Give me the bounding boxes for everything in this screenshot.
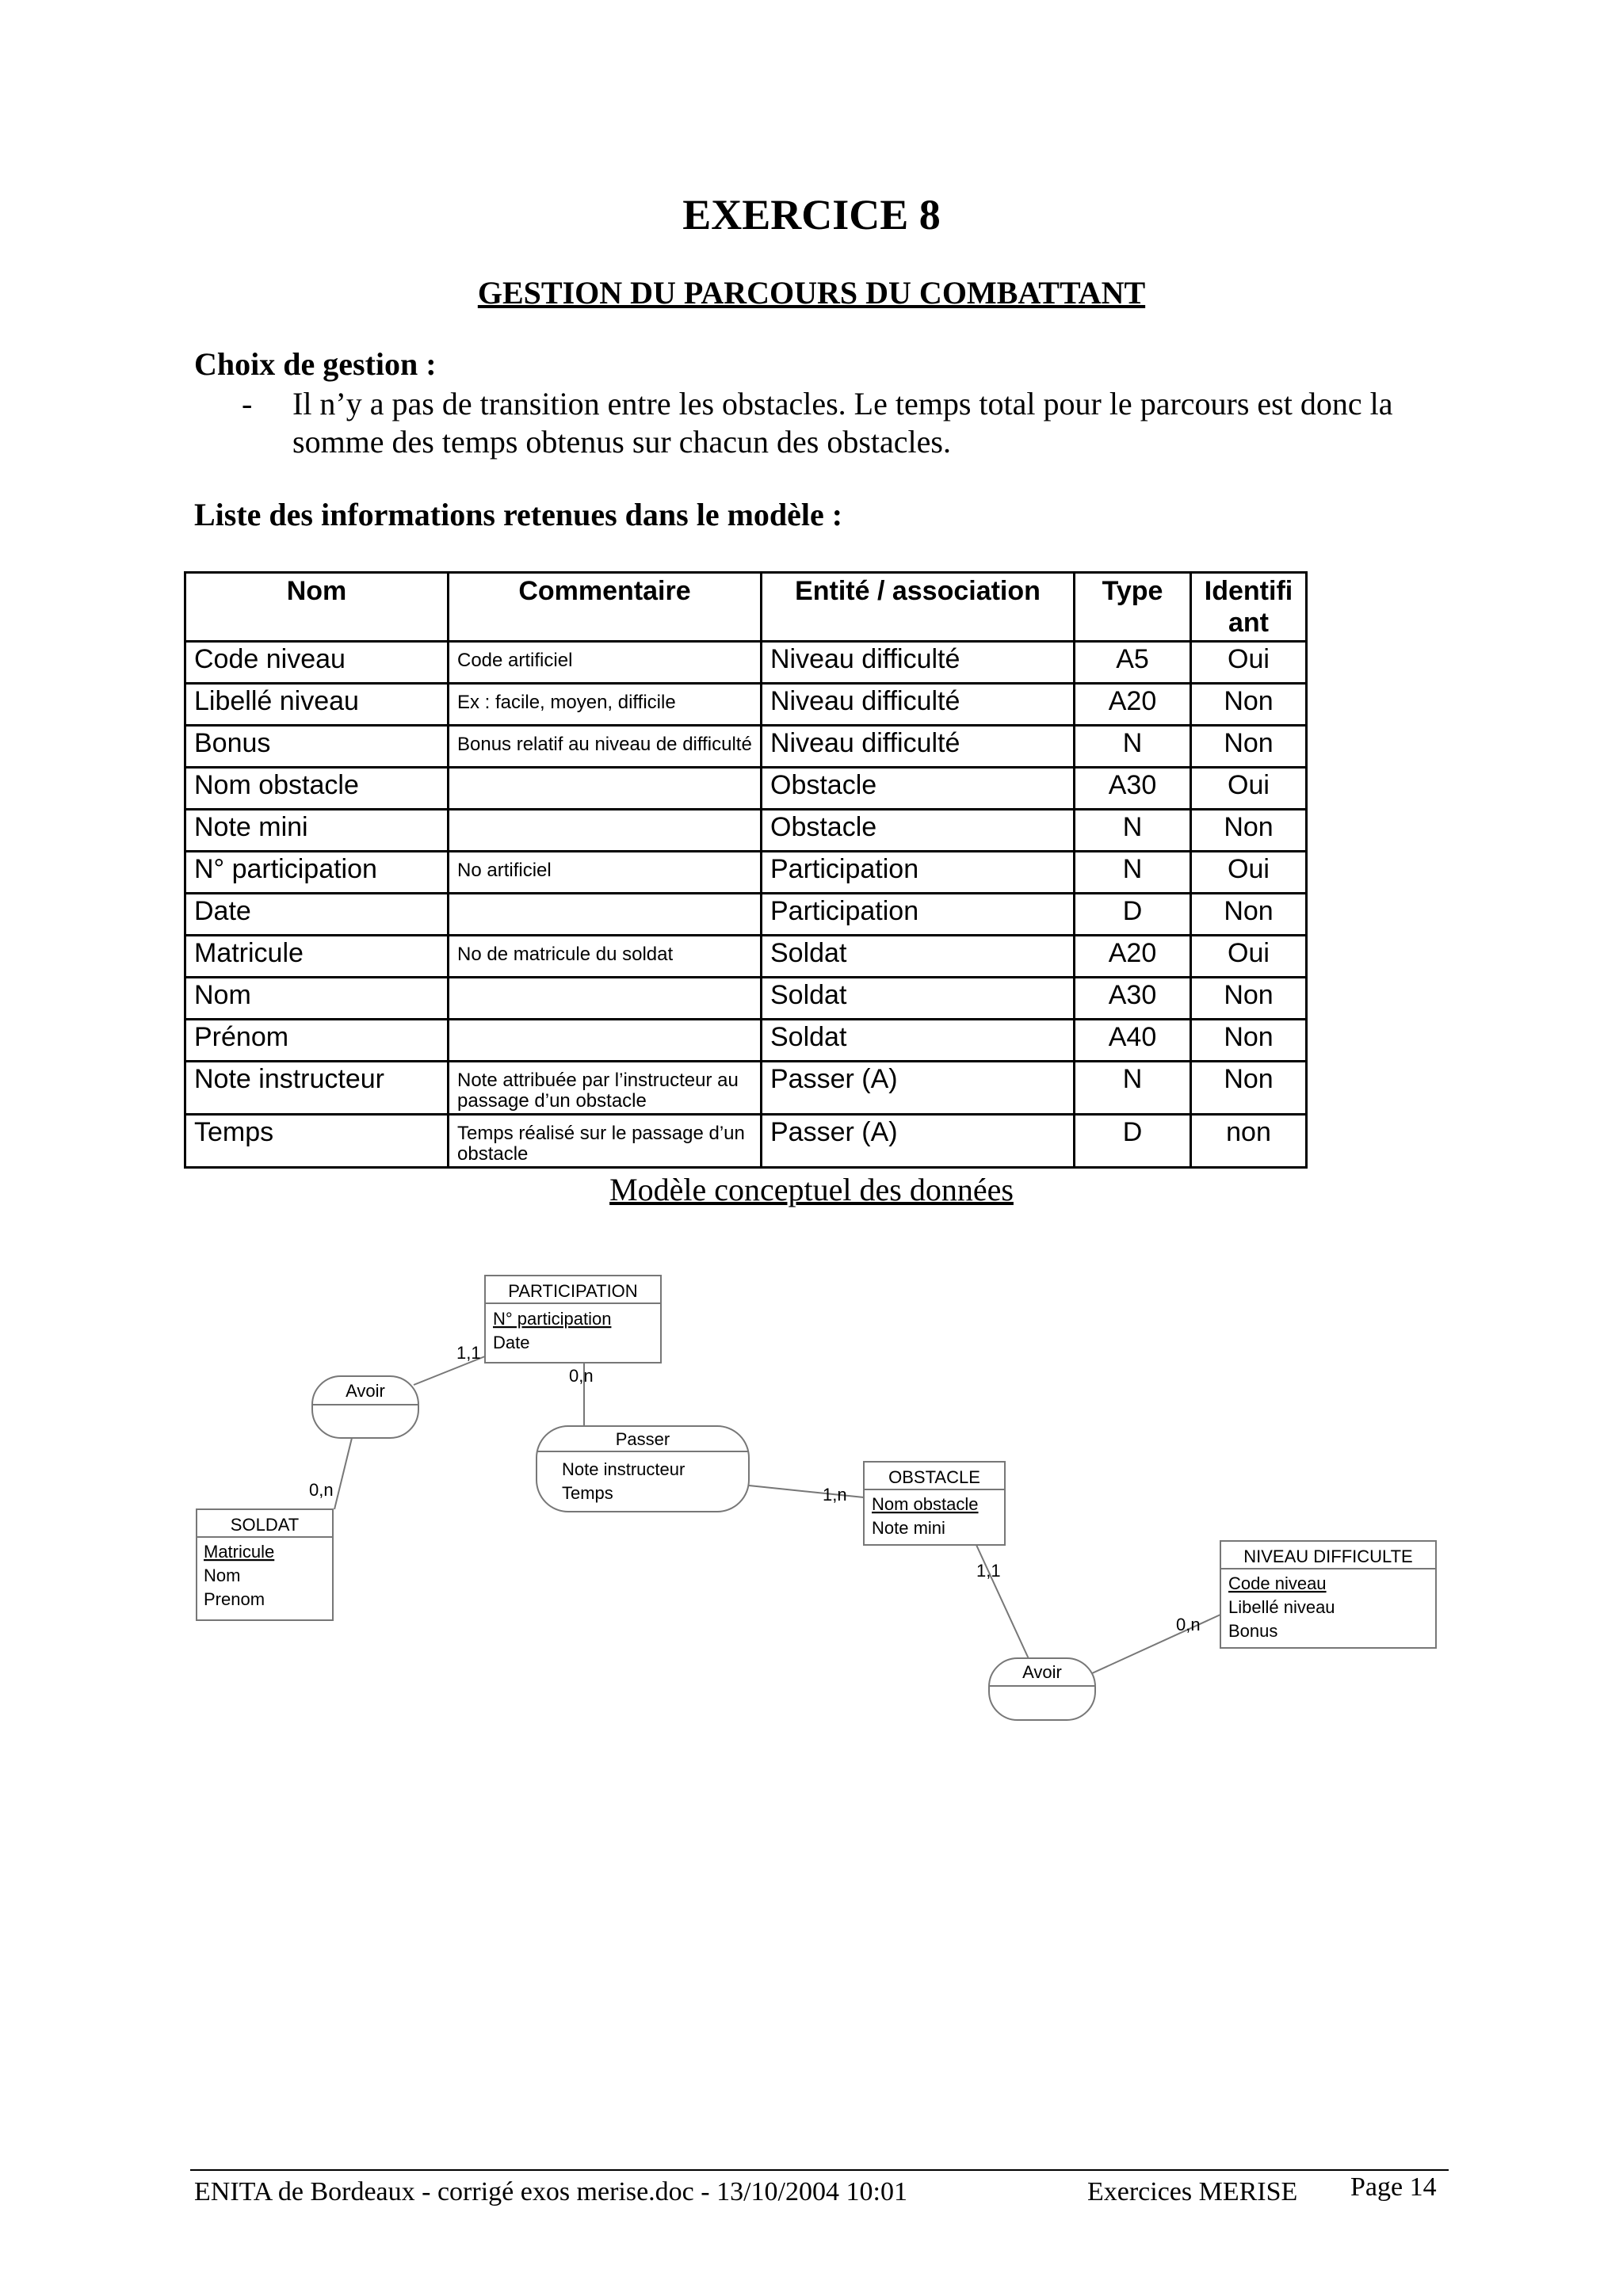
entity-soldat	[197, 1509, 333, 1620]
cell-nom: Libellé niveau	[185, 684, 449, 726]
cell-nom: Code niveau	[185, 642, 449, 684]
cell-nom: Prénom	[185, 1020, 449, 1062]
cell-nom: Nom	[185, 978, 449, 1020]
cell-type: A20	[1075, 684, 1191, 726]
association-avoir-2	[989, 1658, 1095, 1720]
cell-type: N	[1075, 810, 1191, 852]
cell-commentaire: Temps réalisé sur le passage d’un obstacle	[449, 1115, 762, 1168]
cell-identifiant: Oui	[1191, 936, 1307, 978]
page-subtitle	[0, 274, 1623, 311]
cell-type: A30	[1075, 978, 1191, 1020]
cell-entite: Soldat	[762, 1020, 1075, 1062]
cardinality-avoir1-participation: 1,1	[456, 1343, 481, 1363]
entity-soldat-name: SOLDAT	[230, 1515, 300, 1535]
link-avoir2-niveau	[1092, 1615, 1220, 1673]
cell-identifiant: Non	[1191, 1062, 1307, 1115]
footer-page-number: Page 14	[1350, 2172, 1437, 2202]
cell-entite: Participation	[762, 894, 1075, 936]
entity-participation-name: PARTICIPATION	[508, 1281, 638, 1301]
entity-niveau-id: Code niveau	[1228, 1573, 1327, 1593]
cell-entite: Soldat	[762, 978, 1075, 1020]
table-row	[185, 642, 1307, 684]
cell-commentaire	[449, 768, 762, 810]
mcd-diagram	[0, 1252, 1623, 1743]
cell-nom: Nom obstacle	[185, 768, 449, 810]
cell-commentaire: Note attribuée par l’instructeur au passage d’un obstacle	[449, 1062, 762, 1115]
cell-entite: Niveau difficulté	[762, 642, 1075, 684]
col-header-type: Type	[1075, 573, 1191, 642]
table-row	[185, 768, 1307, 810]
entity-participation-id: N° participation	[493, 1309, 612, 1329]
cell-commentaire: No artificiel	[449, 852, 762, 894]
cell-nom: Date	[185, 894, 449, 936]
entity-soldat-id: Matricule	[204, 1542, 275, 1562]
cell-nom: Temps	[185, 1115, 449, 1168]
cell-identifiant: Non	[1191, 726, 1307, 768]
cardinality-passer-participation: 0,n	[569, 1366, 594, 1386]
table-row	[185, 852, 1307, 894]
cell-type: A40	[1075, 1020, 1191, 1062]
col-header-identifiant: Identifi ant	[1191, 573, 1307, 642]
choix-heading: Choix de gestion :	[194, 346, 437, 382]
entity-obstacle	[864, 1462, 1005, 1545]
association-passer-name: Passer	[615, 1429, 670, 1449]
cell-entite: Passer (A)	[762, 1115, 1075, 1168]
table-row	[185, 684, 1307, 726]
entity-obstacle-id: Nom obstacle	[872, 1494, 979, 1514]
cell-identifiant: non	[1191, 1115, 1307, 1168]
cell-entite: Niveau difficulté	[762, 726, 1075, 768]
entity-soldat-attr1: Nom	[204, 1566, 241, 1585]
cell-entite: Participation	[762, 852, 1075, 894]
table-row	[185, 1115, 1307, 1168]
cell-entite: Obstacle	[762, 810, 1075, 852]
cell-entite: Passer (A)	[762, 1062, 1075, 1115]
cell-nom: Note mini	[185, 810, 449, 852]
association-passer-attr2: Temps	[562, 1483, 613, 1503]
cell-identifiant: Non	[1191, 894, 1307, 936]
cell-identifiant: Non	[1191, 978, 1307, 1020]
cell-type: D	[1075, 894, 1191, 936]
footer-document-info: ENITA de Bordeaux - corrigé exos merise.doc - 13/10/2004 10:01	[194, 2177, 907, 2206]
entity-niveau-attr2: Bonus	[1228, 1621, 1278, 1641]
association-avoir-1	[312, 1376, 418, 1438]
entity-niveau-difficulte	[1220, 1541, 1436, 1648]
cell-identifiant: Oui	[1191, 852, 1307, 894]
cell-identifiant: Oui	[1191, 642, 1307, 684]
cell-commentaire	[449, 894, 762, 936]
link-avoir1-soldat	[334, 1438, 352, 1509]
entity-soldat-attr2: Prenom	[204, 1589, 265, 1609]
cell-identifiant: Non	[1191, 1020, 1307, 1062]
col-header-nom: Nom	[185, 573, 449, 642]
mcd-title: Modèle conceptuel des données	[609, 1172, 1014, 1207]
entity-niveau-attr1: Libellé niveau	[1228, 1597, 1335, 1617]
cell-commentaire: Code artificiel	[449, 642, 762, 684]
cardinality-avoir1-soldat: 0,n	[309, 1480, 334, 1500]
cell-nom: Matricule	[185, 936, 449, 978]
association-avoir-1-name: Avoir	[346, 1381, 385, 1401]
cell-type: A20	[1075, 936, 1191, 978]
cell-type: A30	[1075, 768, 1191, 810]
association-passer-attr1: Note instructeur	[562, 1459, 685, 1479]
footer-course-name: Exercices MERISE	[1087, 2177, 1298, 2206]
col-header-entite: Entité / association	[762, 573, 1075, 642]
table-body	[185, 642, 1307, 1168]
entity-niveau-name: NIVEAU DIFFICULTE	[1243, 1547, 1413, 1566]
cell-identifiant: Non	[1191, 810, 1307, 852]
cell-type: N	[1075, 1062, 1191, 1115]
entity-participation	[485, 1276, 661, 1363]
subtitle-text: GESTION DU PARCOURS DU COMBATTANT	[477, 275, 1146, 311]
table-row	[185, 1020, 1307, 1062]
cell-commentaire: Ex : facile, moyen, difficile	[449, 684, 762, 726]
liste-heading: Liste des informations retenues dans le modèle :	[194, 497, 843, 532]
table-row	[185, 726, 1307, 768]
association-avoir-2-name: Avoir	[1022, 1662, 1062, 1682]
cell-type: A5	[1075, 642, 1191, 684]
cell-nom: Note instructeur	[185, 1062, 449, 1115]
cell-commentaire	[449, 1020, 762, 1062]
cell-identifiant: Non	[1191, 684, 1307, 726]
cell-commentaire: Bonus relatif au niveau de difficulté	[449, 726, 762, 768]
table-row	[185, 936, 1307, 978]
cell-type: D	[1075, 1115, 1191, 1168]
table-row	[185, 810, 1307, 852]
cell-entite: Niveau difficulté	[762, 684, 1075, 726]
cell-commentaire	[449, 810, 762, 852]
information-table	[184, 571, 1308, 1169]
cell-nom: N° participation	[185, 852, 449, 894]
association-passer	[537, 1426, 749, 1512]
col-header-commentaire: Commentaire	[449, 573, 762, 642]
cardinality-avoir2-niveau: 0,n	[1176, 1615, 1201, 1634]
footer-rule	[190, 2169, 1449, 2171]
cell-commentaire	[449, 978, 762, 1020]
cell-commentaire: No de matricule du soldat	[449, 936, 762, 978]
entity-obstacle-name: OBSTACLE	[888, 1467, 980, 1487]
cell-type: N	[1075, 852, 1191, 894]
table-row	[185, 978, 1307, 1020]
bullet-dash: -	[242, 386, 253, 421]
cardinality-avoir2-obstacle: 1,1	[976, 1561, 1001, 1581]
entity-participation-attr: Date	[493, 1333, 530, 1352]
page-title: EXERCICE 8	[682, 191, 941, 238]
table-row	[185, 1062, 1307, 1115]
table-row	[185, 894, 1307, 936]
cell-type: N	[1075, 726, 1191, 768]
cell-identifiant: Oui	[1191, 768, 1307, 810]
entity-obstacle-attr: Note mini	[872, 1518, 945, 1538]
table-header-row	[185, 573, 1307, 642]
cardinality-passer-obstacle: 1,n	[823, 1485, 847, 1505]
choix-text: Il n’y a pas de transition entre les obstacles. Le temps total pour le parcours est donc la somme des temps obtenus sur chacun des obstacles.	[292, 386, 1393, 460]
cell-entite: Obstacle	[762, 768, 1075, 810]
cell-nom: Bonus	[185, 726, 449, 768]
cell-entite: Soldat	[762, 936, 1075, 978]
